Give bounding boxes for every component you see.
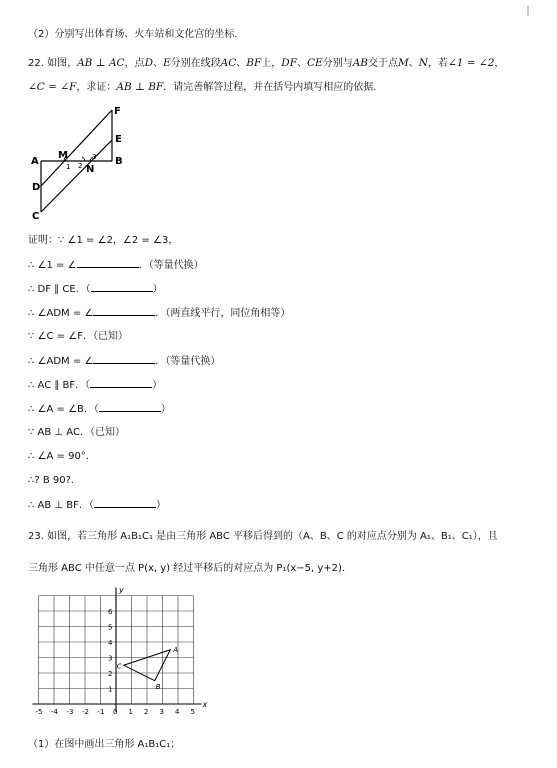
- proof-line-5: [28, 330, 128, 344]
- proof-reason: ．（等量代换）: [155, 356, 221, 367]
- figure-label-n: N: [86, 164, 95, 175]
- segment-df: [41, 110, 112, 186]
- proof-reason: ）: [152, 284, 163, 295]
- angle-number-3: 3: [92, 153, 97, 161]
- proof-line-4: [28, 306, 290, 321]
- answer-blank[interactable]: [93, 306, 155, 316]
- y-tick-label: 1: [108, 685, 113, 694]
- proof-text: ∴ AC ∥ BF．（: [28, 380, 91, 391]
- q21-part2-text: （2）分别写出体育场、火车站和文化宫的坐标.: [28, 29, 238, 40]
- q22-geometry-figure: [28, 104, 138, 222]
- y-tick-label: 4: [108, 639, 113, 647]
- figure-label-c: C: [32, 211, 40, 222]
- q22-text: 22. 如图，: [28, 58, 78, 69]
- y-tick-label: 2: [108, 670, 113, 678]
- q22-math: D: [144, 57, 153, 69]
- answer-blank[interactable]: [99, 402, 161, 412]
- x-tick-label: 2: [144, 708, 149, 716]
- q23-statement-line2: 三角形 ABC 中任意一点 P(x, y) 经过平移后的对应点为 P₁(x−5, y+2)．: [28, 563, 352, 574]
- q22-text: ，点: [124, 58, 145, 69]
- answer-blank[interactable]: [94, 498, 156, 508]
- proof-line-8: [28, 402, 171, 417]
- q22-text: 、: [408, 58, 419, 69]
- figure-label-m: M: [58, 150, 68, 161]
- proof-text: ∴ ∠ADM = ∠: [28, 308, 94, 319]
- proof-reason: ．（两直线平行，同位角相等）: [155, 308, 291, 319]
- proof-text: ∵ AB ⊥ AC．（已知）: [28, 427, 125, 438]
- proof-line-12: [28, 498, 166, 513]
- x-tick-label: -1: [97, 708, 105, 716]
- x-tick-label: -2: [82, 708, 89, 716]
- q22-text: ，求证：: [76, 82, 117, 93]
- q22-statement-line2: [28, 80, 383, 95]
- q22-text: 分别与: [322, 58, 353, 69]
- proof-reason: ）: [155, 500, 166, 511]
- x-tick-label: 1: [128, 708, 133, 716]
- q22-math: BF: [246, 57, 262, 69]
- q22-math: E: [162, 57, 171, 69]
- proof-text: ∴? B 90?．: [28, 475, 81, 486]
- angle-arc-2: [82, 157, 85, 161]
- x-tick-label: 4: [175, 708, 180, 716]
- point-label-b: B: [155, 682, 161, 691]
- proof-text: 证明：∵ ∠1 = ∠2，∠2 = ∠3，: [28, 235, 179, 246]
- x-tick-label: 0: [113, 708, 118, 716]
- answer-blank[interactable]: [90, 378, 152, 388]
- corner-mark-top-right: [527, 6, 537, 16]
- x-axis-label: x: [202, 700, 208, 709]
- proof-line-9: [28, 426, 125, 440]
- q22-text: 交于点: [368, 58, 399, 69]
- corner-mark-top-left: [18, 6, 28, 16]
- q22-text: 上，: [261, 58, 282, 69]
- q23-coordinate-grid: [28, 586, 218, 726]
- angle-number-1: 1: [66, 163, 71, 171]
- proof-line-1: [28, 234, 178, 248]
- answer-blank[interactable]: [91, 282, 153, 292]
- figure-label-f: F: [114, 106, 121, 117]
- y-tick-label: 6: [108, 608, 113, 616]
- q22-math: AC: [220, 57, 237, 69]
- proof-line-2: [28, 258, 204, 273]
- proof-reason: ．（等量代换）: [138, 260, 204, 271]
- proof-text: ∵ ∠C = ∠F．（已知）: [28, 331, 128, 342]
- proof-reason: ）: [152, 380, 163, 391]
- proof-text: ∴ DF ∥ CE．（: [28, 284, 91, 295]
- angle-number-2: 2: [78, 162, 83, 170]
- proof-text: ∴ ∠A = ∠B．（: [28, 404, 99, 415]
- q22-math: DF: [281, 57, 298, 69]
- proof-line-6: [28, 354, 220, 369]
- q22-text: ，: [494, 58, 505, 69]
- point-label-c: C: [116, 662, 122, 671]
- q22-statement-line1: [28, 56, 504, 71]
- q22-text: 、: [236, 58, 247, 69]
- segment-ce: [41, 140, 112, 212]
- q22-math: ∠1 = ∠2: [447, 57, 495, 69]
- q23-statement-line1: 23. 如图，若三角形 A₁B₁C₁ 是由三角形 ABC 平移后得到的（A、B、C 的对应点分别为 A₁、B₁、C₁），且: [28, 531, 498, 542]
- y-tick-label: 3: [108, 654, 113, 663]
- x-tick-label: -5: [35, 708, 43, 716]
- proof-line-7: [28, 378, 162, 393]
- proof-line-3: [28, 282, 163, 297]
- figure-label-d: D: [32, 182, 41, 193]
- x-tick-label: -3: [66, 708, 74, 716]
- q22-math: AB: [352, 57, 369, 69]
- y-axis-label: y: [119, 586, 124, 595]
- answer-blank[interactable]: [77, 258, 139, 268]
- q22-text: ，若: [427, 58, 448, 69]
- q22-text: ．请完善解答过程，并在括号内填写相应的依据．: [163, 82, 384, 93]
- point-label-a: A: [173, 645, 179, 654]
- proof-line-11: [28, 474, 81, 488]
- x-tick-label: 5: [190, 708, 195, 716]
- x-tick-label: 3: [159, 708, 164, 716]
- q22-math: AB ⊥ BF: [116, 81, 164, 93]
- figure-label-b: B: [115, 156, 123, 167]
- q22-text: 、: [152, 58, 163, 69]
- q22-math: AB ⊥ AC: [77, 57, 125, 69]
- figure-label-e: E: [115, 134, 122, 145]
- proof-line-10: [28, 450, 96, 464]
- proof-text: ∴ AB ⊥ BF．（: [28, 500, 94, 511]
- q22-math: M: [398, 57, 409, 69]
- figure-label-a: A: [31, 156, 39, 167]
- proof-reason: ）: [160, 404, 171, 415]
- q23-part1: （1）在图中画出三角形 A₁B₁C₁；: [28, 739, 181, 750]
- proof-text: ∴ ∠ADM = ∠: [28, 356, 94, 367]
- y-tick-label: 5: [108, 623, 113, 632]
- proof-text: ∴ ∠1 = ∠: [28, 260, 77, 271]
- q22-text: 分别在线段: [170, 58, 221, 69]
- q22-math: ∠C = ∠F: [28, 81, 77, 93]
- q22-math: N: [418, 57, 428, 69]
- x-tick-label: -4: [51, 708, 58, 716]
- q22-text: 、: [297, 58, 308, 69]
- answer-blank[interactable]: [93, 354, 155, 364]
- q22-math: CE: [307, 57, 323, 69]
- proof-text: ∴ ∠A = 90°．: [28, 451, 96, 462]
